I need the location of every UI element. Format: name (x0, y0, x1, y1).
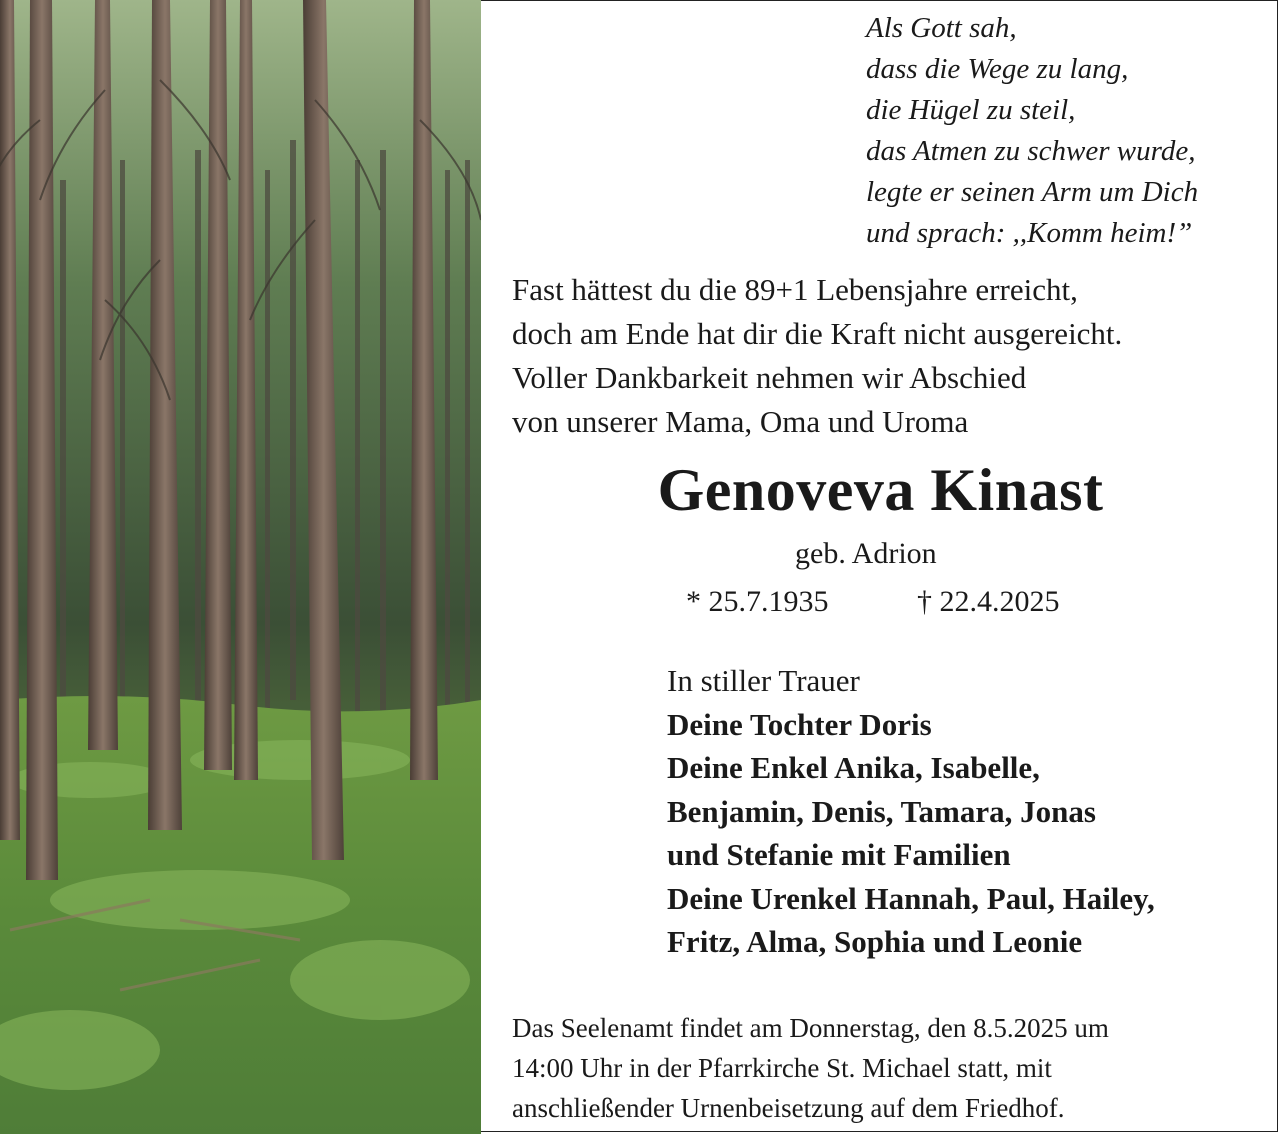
intro-line: von unserer Mama, Oma und Uroma (512, 404, 969, 439)
mourner-line: Deine Urenkel Hannah, Paul, Hailey, (667, 880, 1155, 916)
mourner-line: und Stefanie mit Familien (667, 837, 1011, 872)
mourner-line: Benjamin, Denis, Tamara, Jonas (667, 793, 1096, 829)
poem-line: Als Gott sah, (866, 12, 1017, 44)
intro-line: doch am Ende hat dir die Kraft nicht ausgereicht. (512, 316, 1123, 351)
mourner-line: Deine Tochter Doris (667, 706, 932, 742)
poem-line: legte er seinen Arm um Dich (866, 176, 1199, 208)
deceased-name (481, 450, 1280, 530)
service-line: anschließender Urnenbeisetzung auf dem Friedhof. (512, 1093, 1065, 1123)
deceased-name-text: Genoveva Kinast (657, 457, 1104, 523)
poem (866, 8, 1266, 254)
mourners-intro: In stiller Trauer (667, 663, 860, 698)
intro-text (512, 268, 1272, 444)
service-info (512, 1008, 1272, 1128)
mourner-line: Deine Enkel Anika, Isabelle, (667, 750, 1040, 785)
service-line: Das Seelenamt findet am Donnerstag, den 8.5.2025 um (512, 1013, 1109, 1043)
mourners-list (667, 659, 1267, 964)
intro-line: Voller Dankbarkeit nehmen wir Abschied (512, 360, 1027, 395)
death-date: † 22.4.2025 (917, 585, 1060, 618)
poem-line: und sprach: ,,Komm heim!” (866, 217, 1193, 249)
poem-line: die Hügel zu steil, (866, 94, 1076, 126)
birth-date: * 25.7.1935 (686, 585, 829, 618)
forest-photo (0, 0, 481, 1134)
intro-line: Fast hättest du die 89+1 Lebensjahre erreicht, (512, 272, 1078, 307)
poem-line: das Atmen zu schwer wurde, (866, 135, 1196, 167)
poem-line: dass die Wege zu lang, (866, 53, 1129, 85)
mourner-line: Fritz, Alma, Sophia und Leonie (667, 924, 1083, 959)
forest-image (0, 0, 481, 1134)
service-line: 14:00 Uhr in der Pfarrkirche St. Michael statt, mit (512, 1053, 1052, 1083)
maiden-name: geb. Adrion (795, 537, 937, 570)
